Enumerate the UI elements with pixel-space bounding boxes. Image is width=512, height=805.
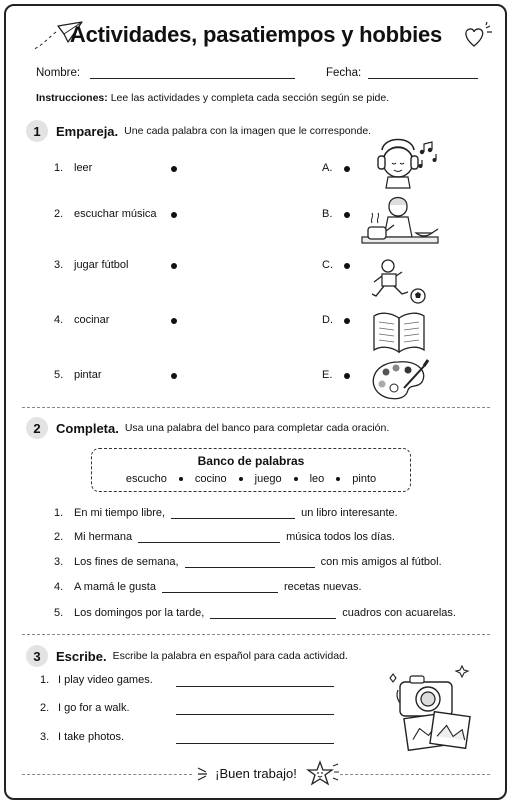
write-item-text: I take photos. <box>58 731 125 743</box>
match-item-number: 5. <box>54 369 64 381</box>
match-item-3 <box>54 259 128 271</box>
sentence-2 <box>54 531 395 543</box>
word-bank-word: leo <box>309 473 325 485</box>
section-3-number: 3 <box>26 645 48 667</box>
write-item-2 <box>40 702 130 714</box>
match-letter-b: B. <box>322 208 333 220</box>
page-title: Actividades, pasatiempos y hobbies <box>69 22 443 47</box>
section-1-description: Une cada palabra con la imagen que le corresponde. <box>124 125 372 137</box>
section-2-number: 2 <box>26 417 48 439</box>
match-item-1 <box>54 162 92 174</box>
sentence-3 <box>54 556 442 568</box>
sentence-number: 4. <box>54 581 64 593</box>
match-letter-c: C. <box>322 259 333 271</box>
word-bank <box>91 448 411 492</box>
sentence-after: cuadros con acuarelas. <box>342 607 456 619</box>
instructions <box>36 92 389 104</box>
camera-photos-icon <box>384 664 484 758</box>
bullet-icon <box>179 477 183 481</box>
section-3-title: Escribe. <box>56 648 107 664</box>
match-dot-left-4[interactable] <box>171 318 177 324</box>
word-bank-words <box>92 473 410 485</box>
match-dot-left-1[interactable] <box>171 166 177 172</box>
match-item-number: 3. <box>54 259 64 271</box>
match-dot-right-e[interactable] <box>344 373 350 379</box>
match-dot-right-b[interactable] <box>344 212 350 218</box>
match-item-4 <box>54 314 109 326</box>
write-item-text: I play video games. <box>58 674 153 686</box>
sentence-before: Mi hermana <box>74 531 133 543</box>
sentence-before: A mamá le gusta <box>74 581 156 593</box>
sentence-after: con mis amigos al fútbol. <box>320 556 442 568</box>
match-item-5 <box>54 369 102 381</box>
write-item-number: 1. <box>40 674 50 686</box>
section-2-description: Usa una palabra del banco para completar cada oración. <box>124 422 390 434</box>
write-answer-3[interactable] <box>176 743 334 744</box>
sentence-number: 2. <box>54 531 64 543</box>
smiling-star-icon <box>306 760 340 788</box>
footer-good-job: ¡Buen trabajo! <box>215 766 297 781</box>
name-label: Nombre: <box>36 67 81 79</box>
match-item-number: 1. <box>54 162 64 174</box>
word-bank-word: cocino <box>194 473 227 485</box>
write-answer-2[interactable] <box>176 714 334 715</box>
section-divider-1 <box>22 407 490 408</box>
open-book-icon <box>372 310 426 356</box>
match-item-number: 4. <box>54 314 64 326</box>
word-bank-title: Banco de palabras <box>197 454 305 468</box>
name-field[interactable] <box>90 78 295 79</box>
section-2-header <box>26 417 389 439</box>
section-1-number: 1 <box>26 120 48 142</box>
sentence-before: Los fines de semana, <box>74 556 179 568</box>
headphones-music-icon <box>374 138 444 190</box>
match-item-word: jugar fútbol <box>74 259 129 271</box>
match-letter-e: E. <box>322 369 333 381</box>
sentence-before: En mi tiempo libre, <box>74 507 166 519</box>
section-3-header <box>26 645 348 667</box>
match-dot-right-a[interactable] <box>344 166 350 172</box>
match-dot-left-3[interactable] <box>171 263 177 269</box>
sentence-before: Los domingos por la tarde, <box>74 607 205 619</box>
write-item-text: I go for a walk. <box>58 702 130 714</box>
date-label: Fecha: <box>326 67 362 79</box>
match-dot-left-2[interactable] <box>171 212 177 218</box>
match-dot-left-5[interactable] <box>171 373 177 379</box>
match-item-2 <box>54 208 157 220</box>
section-divider-2 <box>22 634 490 635</box>
word-bank-word: escucho <box>125 473 167 485</box>
bullet-icon <box>239 477 243 481</box>
write-item-1 <box>40 674 153 686</box>
match-letter-d: D. <box>322 314 333 326</box>
write-item-3 <box>40 731 124 743</box>
sentence-number: 1. <box>54 507 64 519</box>
match-item-word: escuchar música <box>74 208 157 220</box>
match-letter-a: A. <box>322 162 333 174</box>
sentence-after: un libro interesante. <box>301 507 398 519</box>
soccer-player-icon <box>370 258 430 306</box>
instructions-label: Instrucciones: <box>36 92 108 104</box>
cooking-icon <box>358 193 440 251</box>
write-item-number: 2. <box>40 702 50 714</box>
sentence-blank[interactable] <box>138 531 280 543</box>
word-bank-word: juego <box>254 473 282 485</box>
sentence-5 <box>54 607 456 619</box>
section-2-title: Completa. <box>56 420 119 436</box>
sentence-blank[interactable] <box>171 507 295 519</box>
sentence-after: música todos los días. <box>286 531 395 543</box>
sentence-number: 3. <box>54 556 64 568</box>
sentence-4 <box>54 581 362 593</box>
sentence-after: recetas nuevas. <box>283 581 362 593</box>
paint-palette-icon <box>368 358 430 402</box>
write-answer-1[interactable] <box>176 686 334 687</box>
bullet-icon <box>294 477 298 481</box>
match-item-word: cocinar <box>74 314 110 326</box>
instructions-text: Lee las actividades y completa cada sección según se pide. <box>110 92 390 104</box>
sentence-blank[interactable] <box>185 556 315 568</box>
section-1-title: Empareja. <box>56 123 119 139</box>
section-3-description: Escribe la palabra en español para cada actividad. <box>112 650 348 662</box>
match-item-number: 2. <box>54 208 64 220</box>
match-item-word: pintar <box>74 369 102 381</box>
sentence-blank[interactable] <box>210 607 336 619</box>
sentence-1 <box>54 507 398 519</box>
bullet-icon <box>336 477 340 481</box>
word-bank-word: pinto <box>352 473 377 485</box>
sentence-blank[interactable] <box>162 581 278 593</box>
match-dot-right-d[interactable] <box>344 318 350 324</box>
match-dot-right-c[interactable] <box>344 263 350 269</box>
date-field[interactable] <box>368 78 478 79</box>
section-1-header <box>26 120 371 142</box>
match-item-word: leer <box>74 162 93 174</box>
sentence-number: 5. <box>54 607 64 619</box>
write-item-number: 3. <box>40 731 50 743</box>
